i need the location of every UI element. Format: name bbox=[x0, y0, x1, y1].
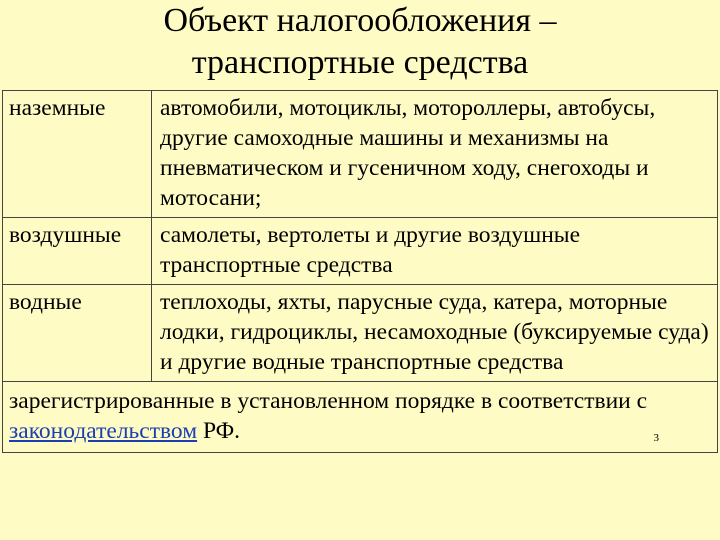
title-line-1: Объект налогообложения – bbox=[163, 2, 557, 39]
table-row bbox=[3, 218, 718, 285]
category-cell: воздушные bbox=[3, 218, 152, 285]
table-row bbox=[3, 91, 718, 218]
footer-cell bbox=[3, 382, 718, 453]
description-cell: самолеты, вертолеты и другие воздушные транспортные средства bbox=[152, 218, 718, 285]
table-footer-row bbox=[3, 382, 718, 453]
description-cell: теплоходы, яхты, парусные суда, катера, моторные лодки, гидроциклы, несамоходные (буксируемые суда) и другие водные транспортные средства bbox=[152, 285, 718, 382]
legislation-link[interactable]: законодательством bbox=[9, 418, 198, 444]
description-cell: автомобили, мотоциклы, мотороллеры, автобусы, другие самоходные машины и механизмы на пневматическом и гусеничном ходу, снегоходы и мотосани; bbox=[152, 91, 718, 218]
page-number: 3 bbox=[653, 432, 659, 444]
title-line-2: транспортные средства bbox=[191, 44, 529, 81]
transport-table bbox=[2, 90, 718, 453]
category-cell: водные bbox=[3, 285, 152, 382]
slide-title bbox=[0, 0, 720, 90]
footer-text: зарегистрированные в установленном порядке в соответствии с bbox=[9, 388, 648, 414]
category-cell: наземные bbox=[3, 91, 152, 218]
footer-text-end: РФ. bbox=[197, 418, 241, 444]
table-row bbox=[3, 285, 718, 382]
